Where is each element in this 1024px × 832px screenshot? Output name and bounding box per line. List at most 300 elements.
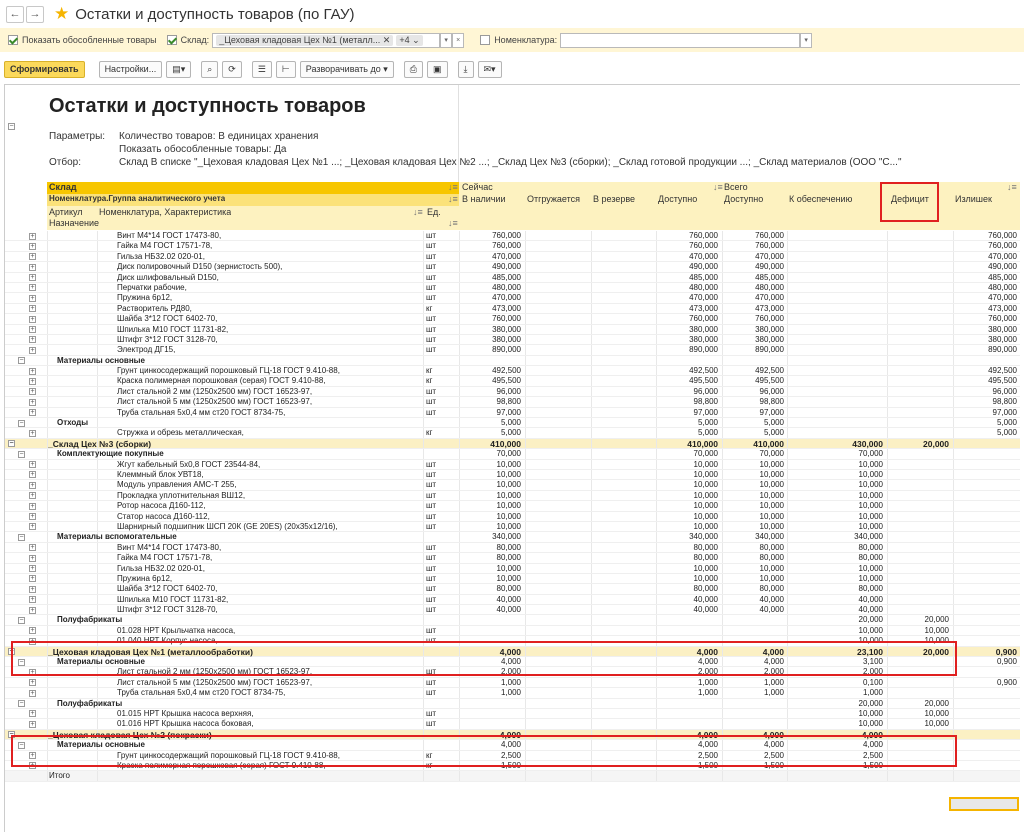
row-unit: шт — [426, 241, 437, 251]
row-value: 96,000 — [693, 386, 718, 396]
selected-cell[interactable] — [949, 797, 1019, 811]
table-row[interactable] — [5, 314, 1020, 324]
row-unit: шт — [426, 324, 437, 334]
row-value: 98,800 — [759, 397, 784, 407]
refresh-icon[interactable]: ⟳ — [222, 61, 242, 78]
header-unit[interactable]: Ед. — [427, 207, 441, 217]
table-row[interactable] — [5, 678, 1020, 688]
row-value: 40,000 — [496, 594, 521, 604]
collapse-icon[interactable]: − — [19, 419, 24, 427]
row-value: 480,000 — [988, 282, 1017, 292]
row-value: 495,500 — [755, 376, 784, 386]
row-value: 485,000 — [755, 272, 784, 282]
table-row[interactable] — [5, 376, 1020, 386]
report-params: Параметры: Количество товаров: В единицах хранения Показать обособленные товары: Да Отбор: Склад В списке "_Цеховая кладовая Цех №1 ...; _Цеховая кладовая Цех №2 ...; _Склад Цех №3 (сборки); _Склад готовой продукции ...; _Склад материалов (ООО "С..." — [49, 131, 902, 168]
row-unit: шт — [426, 688, 437, 698]
row-value: 70,000 — [759, 449, 784, 459]
row-value: 10,000 — [858, 480, 883, 490]
expand-icon[interactable]: + — [30, 409, 35, 417]
expand-icon[interactable]: + — [30, 263, 35, 271]
row-value: 480,000 — [492, 282, 521, 292]
row-value: 480,000 — [755, 282, 784, 292]
row-unit: шт — [426, 334, 437, 344]
row-name: Материалы основные — [57, 657, 145, 667]
table-row[interactable] — [5, 387, 1020, 397]
row-value: 10,000 — [759, 480, 784, 490]
row-value: 20,000 — [923, 438, 949, 449]
row-value: 1,000 — [697, 677, 718, 687]
row-unit: шт — [426, 459, 437, 469]
row-value: 40,000 — [759, 594, 784, 604]
expand-icon[interactable]: + — [30, 346, 35, 354]
row-value: 10,000 — [858, 490, 883, 500]
semi-products-highlight-2 — [11, 735, 957, 770]
row-value: 470,000 — [755, 251, 784, 261]
row-value: 70,000 — [693, 449, 718, 459]
expand-icon[interactable]: + — [30, 689, 35, 697]
expand-icon[interactable]: + — [30, 461, 35, 469]
row-unit: шт — [426, 605, 437, 615]
back-button[interactable]: ← — [6, 6, 24, 23]
row-value: 490,000 — [492, 262, 521, 272]
expand-icon[interactable]: + — [30, 315, 35, 323]
row-value: 97,000 — [759, 407, 784, 417]
nomenclature-checkbox[interactable] — [480, 35, 490, 45]
expand-icon[interactable]: + — [30, 502, 35, 510]
expand-icon[interactable]: + — [30, 575, 35, 583]
header-available[interactable]: Доступно — [658, 194, 698, 204]
row-name: Шайба 3*12 ГОСТ 6402-70, — [117, 314, 218, 324]
collapse-icon[interactable]: − — [19, 741, 24, 749]
variant-icon[interactable]: ▤▾ — [166, 61, 191, 78]
row-value: 495,500 — [988, 376, 1017, 386]
favorite-star-icon[interactable]: ★ — [54, 4, 70, 23]
expand-icon[interactable]: + — [30, 481, 35, 489]
row-value: 5,000 — [697, 418, 718, 428]
header-deficit[interactable]: Дефицит — [891, 194, 929, 204]
row-value: 3,100 — [862, 657, 883, 667]
expand-icon[interactable]: + — [30, 305, 35, 313]
sort-icon[interactable]: ↓≡ — [713, 182, 723, 192]
expand-icon[interactable]: + — [30, 637, 35, 645]
sort-icon[interactable]: ↓≡ — [1007, 182, 1017, 192]
header-group[interactable]: Номенклатура.Группа аналитического учета — [49, 194, 226, 203]
expand-icon[interactable]: + — [30, 326, 35, 334]
group-row[interactable] — [5, 699, 1020, 709]
row-value: 4,000 — [696, 729, 718, 740]
report-area — [4, 84, 1020, 832]
row-value: 5,000 — [996, 428, 1017, 438]
row-name: 01.015 НРТ Крышка насоса верхняя, — [117, 708, 254, 718]
table-row[interactable] — [5, 584, 1020, 594]
row-value: 1,500 — [763, 760, 784, 770]
row-name: Полуфабрикаты — [57, 615, 123, 625]
table-row[interactable] — [5, 543, 1020, 553]
row-value: 10,000 — [858, 511, 883, 521]
row-value: 490,000 — [988, 262, 1017, 272]
table-row[interactable] — [5, 293, 1020, 303]
group-row[interactable] — [5, 449, 1020, 459]
sort-icon[interactable]: ↓≡ — [448, 218, 458, 228]
warehouse-checkbox[interactable] — [167, 35, 177, 45]
show-separate-label: Показать обособленные товары — [22, 35, 157, 45]
warehouse-dropdown-button[interactable]: ▾ — [440, 33, 452, 48]
row-name: Электрод ДГ15, — [117, 345, 176, 355]
collapse-icon[interactable]: − — [19, 700, 24, 708]
generate-button[interactable]: Сформировать — [4, 61, 85, 78]
row-value: 1,500 — [697, 760, 718, 770]
row-value: 10,000 — [759, 459, 784, 469]
row-value: 10,000 — [693, 521, 718, 531]
expand-icon[interactable]: + — [30, 565, 35, 572]
row-value: 470,000 — [755, 293, 784, 303]
row-value: 760,000 — [988, 314, 1017, 324]
settings-button[interactable]: Настройки... — [99, 61, 163, 78]
row-name: Шарнирный подшипник ШСП 20К (GE 20ES) (20х35х12/16), — [117, 521, 338, 531]
expand-icon[interactable]: + — [30, 679, 35, 687]
expand-icon[interactable]: + — [30, 377, 35, 385]
header-article[interactable]: Артикул — [49, 207, 83, 217]
row-name: Отходы — [57, 418, 89, 428]
row-value: 80,000 — [496, 553, 521, 563]
expand-icon[interactable]: + — [30, 232, 35, 240]
row-value: 380,000 — [689, 334, 718, 344]
row-value: 380,000 — [492, 324, 521, 334]
collapse-icon[interactable]: − — [19, 533, 24, 541]
forward-button[interactable]: → — [26, 6, 44, 23]
row-value: 10,000 — [759, 511, 784, 521]
row-unit: шт — [426, 272, 437, 282]
row-value: 380,000 — [689, 324, 718, 334]
collapse-icon[interactable]: − — [9, 440, 14, 448]
table-row[interactable] — [5, 719, 1020, 729]
row-unit: шт — [426, 677, 437, 687]
table-row[interactable] — [5, 408, 1020, 418]
row-value: 1,000 — [763, 677, 784, 687]
table-row[interactable] — [5, 304, 1020, 314]
row-value: 485,000 — [492, 272, 521, 282]
deficit-highlight — [880, 182, 939, 222]
table-row[interactable] — [5, 231, 1020, 241]
table-row[interactable] — [5, 252, 1020, 262]
row-value: 10,000 — [858, 521, 883, 531]
expand-icon[interactable]: ⊢ — [276, 61, 296, 78]
row-unit: кг — [426, 760, 433, 770]
table-row[interactable] — [5, 345, 1020, 355]
table-row[interactable] — [5, 397, 1020, 407]
row-value: 2,000 — [862, 667, 883, 677]
row-name: Краска полимерная порошковая (серая) ГОСТ 9.410-88, — [117, 760, 326, 770]
filter-bar — [0, 28, 1024, 52]
row-unit: кг — [426, 750, 433, 760]
row-value: 5,000 — [697, 428, 718, 438]
row-value: 40,000 — [858, 605, 883, 615]
row-value: 10,000 — [693, 490, 718, 500]
expand-icon[interactable]: + — [30, 388, 35, 396]
table-row[interactable] — [5, 491, 1020, 501]
expand-icon[interactable]: + — [30, 544, 35, 552]
table-row[interactable] — [5, 564, 1020, 574]
row-value: 473,000 — [492, 303, 521, 313]
expand-icon[interactable]: + — [30, 284, 35, 292]
window-title: Остатки и доступность товаров (по ГАУ) — [75, 5, 355, 23]
table-row[interactable] — [5, 626, 1020, 636]
row-value: 40,000 — [759, 605, 784, 615]
table-row[interactable] — [5, 501, 1020, 511]
row-value: 2,000 — [500, 667, 521, 677]
table-row[interactable] — [5, 283, 1020, 293]
row-value: 890,000 — [689, 345, 718, 355]
row-value: 760,000 — [755, 231, 784, 240]
row-name: Жгут кабельный 5х0,8 ГОСТ 23544-84, — [117, 459, 261, 469]
row-value: 430,000 — [852, 438, 883, 449]
row-value: 4,000 — [500, 657, 521, 667]
group-row[interactable] — [5, 532, 1020, 542]
row-unit: шт — [426, 262, 437, 272]
table-row[interactable] — [5, 688, 1020, 698]
row-value: 97,000 — [496, 407, 521, 417]
expand-icon[interactable]: + — [30, 752, 35, 760]
table-row[interactable] — [5, 335, 1020, 345]
expand-icon[interactable]: + — [30, 492, 35, 500]
row-value: 4,000 — [697, 657, 718, 667]
semi-products-highlight-1 — [11, 641, 957, 676]
save-icon[interactable]: ⤓ — [458, 61, 474, 78]
show-separate-checkbox[interactable] — [8, 35, 18, 45]
table-row[interactable] — [5, 241, 1020, 251]
table-row[interactable] — [5, 574, 1020, 584]
row-value: 10,000 — [759, 573, 784, 583]
row-value: 20,000 — [924, 615, 949, 625]
header-nomenclature[interactable]: Номенклатура, Характеристика — [99, 207, 232, 217]
collapse-icon[interactable]: − — [19, 658, 24, 666]
collapse-icon[interactable]: − — [9, 731, 14, 739]
table-row[interactable] — [5, 262, 1020, 272]
nomenclature-dropdown-button[interactable]: ▾ — [800, 33, 812, 48]
row-value: 760,000 — [492, 314, 521, 324]
table-row[interactable] — [5, 512, 1020, 522]
row-name: Шайба 3*12 ГОСТ 6402-70, — [117, 584, 218, 594]
expand-icon[interactable]: + — [30, 668, 35, 676]
search-icon[interactable]: ⌕ — [201, 61, 218, 78]
header-total[interactable]: Всего — [724, 182, 748, 192]
row-value: 97,000 — [992, 407, 1017, 417]
table-row[interactable] — [5, 428, 1020, 438]
total-row[interactable] — [5, 771, 1020, 781]
sort-icon[interactable]: ↓≡ — [448, 182, 458, 192]
nomenclature-field[interactable] — [560, 33, 800, 48]
row-name: Лист стальной 2 мм (1250х2500 мм) ГОСТ 16523-97, — [117, 386, 313, 396]
row-value: 5,000 — [763, 428, 784, 438]
expand-icon[interactable]: + — [30, 242, 35, 250]
row-value: 340,000 — [689, 532, 718, 542]
row-value: 410,000 — [753, 438, 784, 449]
expand-icon[interactable]: + — [30, 710, 35, 718]
table-row[interactable] — [5, 709, 1020, 719]
row-value: 495,500 — [689, 376, 718, 386]
table-row[interactable] — [5, 480, 1020, 490]
row-name: Краска полимерная порошковая (серая) ГОСТ 9.410-88, — [117, 376, 326, 386]
print-icon[interactable]: ⎙ — [404, 61, 423, 78]
row-value: 96,000 — [496, 386, 521, 396]
row-value: 10,000 — [858, 573, 883, 583]
row-value: 380,000 — [988, 324, 1017, 334]
row-value: 10,000 — [924, 625, 949, 635]
group-row[interactable] — [5, 418, 1020, 428]
preview-icon[interactable]: ▣ — [427, 61, 448, 78]
row-unit: шт — [426, 553, 437, 563]
warehouse-row[interactable] — [5, 439, 1020, 449]
row-value: 96,000 — [759, 386, 784, 396]
warehouse-chip[interactable]: _Цеховая кладовая Цех №1 (металл... ✕ — [216, 35, 393, 46]
expand-icon[interactable]: + — [30, 585, 35, 593]
row-name: Диск шлифовальный D150, — [117, 272, 219, 282]
row-value: 80,000 — [759, 584, 784, 594]
row-value: 10,000 — [924, 708, 949, 718]
columns-icon[interactable]: ☰ — [252, 61, 272, 78]
row-value: 10,000 — [693, 511, 718, 521]
header-warehouse[interactable]: Склад — [49, 182, 77, 192]
expand-icon[interactable]: + — [30, 513, 35, 521]
header-now[interactable]: Сейчас — [462, 182, 493, 192]
row-name: Штифт 3*12 ГОСТ 3128-70, — [117, 605, 218, 615]
row-value: 10,000 — [858, 719, 883, 729]
expand-icon[interactable]: + — [30, 554, 35, 562]
row-value: 70,000 — [496, 449, 521, 459]
row-name: Труба стальная 5х0,4 мм ст20 ГОСТ 8734-75, — [117, 688, 286, 698]
table-row[interactable] — [5, 553, 1020, 563]
expand-icon[interactable]: + — [30, 336, 35, 344]
row-value: 4,000 — [500, 740, 521, 750]
group-row[interactable] — [5, 615, 1020, 625]
warehouse-clear-button[interactable]: × — [452, 33, 464, 48]
header-shipped[interactable]: Отгружается — [527, 194, 581, 204]
row-value: 5,000 — [763, 418, 784, 428]
row-value: 760,000 — [492, 241, 521, 251]
expand-icon[interactable]: + — [30, 471, 35, 479]
row-value: 410,000 — [490, 438, 521, 449]
warehouse-field[interactable] — [212, 33, 440, 48]
row-value: 96,000 — [992, 386, 1017, 396]
row-value: 1,000 — [862, 688, 883, 698]
header-surplus[interactable]: Излишек — [955, 194, 992, 204]
row-value: 473,000 — [988, 303, 1017, 313]
expand-icon[interactable]: + — [30, 523, 35, 531]
row-value: 760,000 — [755, 241, 784, 251]
table-row[interactable] — [5, 366, 1020, 376]
table-row[interactable] — [5, 605, 1020, 615]
row-value: 10,000 — [496, 459, 521, 469]
expand-icon[interactable]: + — [30, 596, 35, 604]
expand-icon[interactable]: + — [30, 429, 35, 437]
row-value: 470,000 — [689, 251, 718, 261]
row-value: 2,500 — [697, 750, 718, 760]
header-available-total[interactable]: Доступно — [724, 194, 764, 204]
sort-icon[interactable]: ↓≡ — [413, 207, 423, 217]
group-row[interactable] — [5, 356, 1020, 366]
row-value: 760,000 — [988, 231, 1017, 240]
table-row[interactable] — [5, 470, 1020, 480]
row-name: Шпилька М10 ГОСТ 11731-82, — [117, 324, 229, 334]
row-value: 340,000 — [492, 532, 521, 542]
header-reserved[interactable]: В резерве — [593, 194, 636, 204]
sort-icon[interactable]: ↓≡ — [448, 194, 458, 204]
row-name: Гильза НБ32.02 020-01, — [117, 563, 205, 573]
header-purpose[interactable]: Назначение — [49, 218, 100, 228]
expand-icon[interactable]: + — [30, 253, 35, 261]
row-unit: шт — [426, 511, 437, 521]
row-value: 4,000 — [696, 646, 718, 657]
row-name: Шпилька М10 ГОСТ 11731-82, — [117, 594, 229, 604]
row-name: Полуфабрикаты — [57, 698, 123, 708]
row-name: Лист стальной 5 мм (1250х2500 мм) ГОСТ 16523-97, — [117, 397, 313, 407]
report-title: Остатки и доступность товаров — [49, 95, 366, 117]
expand-icon[interactable]: + — [30, 367, 35, 375]
send-icon[interactable]: ✉▾ — [478, 61, 502, 78]
collapse-icon[interactable]: − — [9, 648, 14, 656]
table-row[interactable] — [5, 522, 1020, 532]
table-row[interactable] — [5, 460, 1020, 470]
row-unit: шт — [426, 708, 437, 718]
collapse-icon[interactable]: − — [19, 357, 24, 365]
expand-icon[interactable]: + — [30, 398, 35, 406]
row-name: Гильза НБ32.02 020-01, — [117, 251, 205, 261]
row-value: 80,000 — [858, 553, 883, 563]
row-value: 492,500 — [492, 366, 521, 376]
expand-icon[interactable]: + — [30, 606, 35, 614]
row-value: 10,000 — [693, 501, 718, 511]
row-value: 0,900 — [995, 646, 1017, 657]
collapse-icon[interactable]: − — [19, 616, 24, 624]
row-value: 40,000 — [693, 594, 718, 604]
row-value: 4,000 — [763, 657, 784, 667]
row-value: 4,000 — [499, 729, 521, 740]
header-in-stock[interactable]: В наличии — [462, 194, 506, 204]
row-value: 10,000 — [496, 521, 521, 531]
expand-icon[interactable]: + — [30, 294, 35, 302]
row-name: Растворитель РД80, — [117, 303, 192, 313]
row-value: 760,000 — [689, 241, 718, 251]
row-name: Лист стальной 2 мм (1250х2500 мм) ГОСТ 16523-97, — [117, 667, 313, 677]
expand-icon[interactable]: + — [30, 627, 35, 635]
expand-icon[interactable]: + — [30, 762, 35, 770]
table-row[interactable] — [5, 595, 1020, 605]
row-value: 485,000 — [689, 272, 718, 282]
table-header — [5, 182, 1020, 230]
row-value: 492,500 — [988, 366, 1017, 376]
row-value: 492,500 — [755, 366, 784, 376]
params-collapse-icon[interactable]: − — [9, 123, 14, 130]
row-value: 890,000 — [492, 345, 521, 355]
row-value: 4,000 — [697, 740, 718, 750]
expand-icon[interactable]: + — [30, 720, 35, 728]
warehouse-more-chip[interactable]: +4 ⌄ — [396, 35, 422, 46]
header-to-supply[interactable]: К обеспечению — [789, 194, 853, 204]
collapse-icon[interactable]: − — [19, 450, 24, 458]
expand-to-button[interactable]: Разворачивать до ▾ — [300, 61, 394, 78]
expand-icon[interactable]: + — [30, 274, 35, 282]
row-unit: шт — [426, 293, 437, 303]
row-name: Гайка М4 ГОСТ 17571-78, — [117, 553, 213, 563]
row-unit: кг — [426, 428, 433, 438]
table-row[interactable] — [5, 273, 1020, 283]
table-row[interactable] — [5, 325, 1020, 335]
row-value: 760,000 — [492, 231, 521, 240]
row-value: 10,000 — [496, 501, 521, 511]
row-value: 470,000 — [988, 251, 1017, 261]
row-value: 492,500 — [689, 366, 718, 376]
row-unit: шт — [426, 667, 437, 677]
